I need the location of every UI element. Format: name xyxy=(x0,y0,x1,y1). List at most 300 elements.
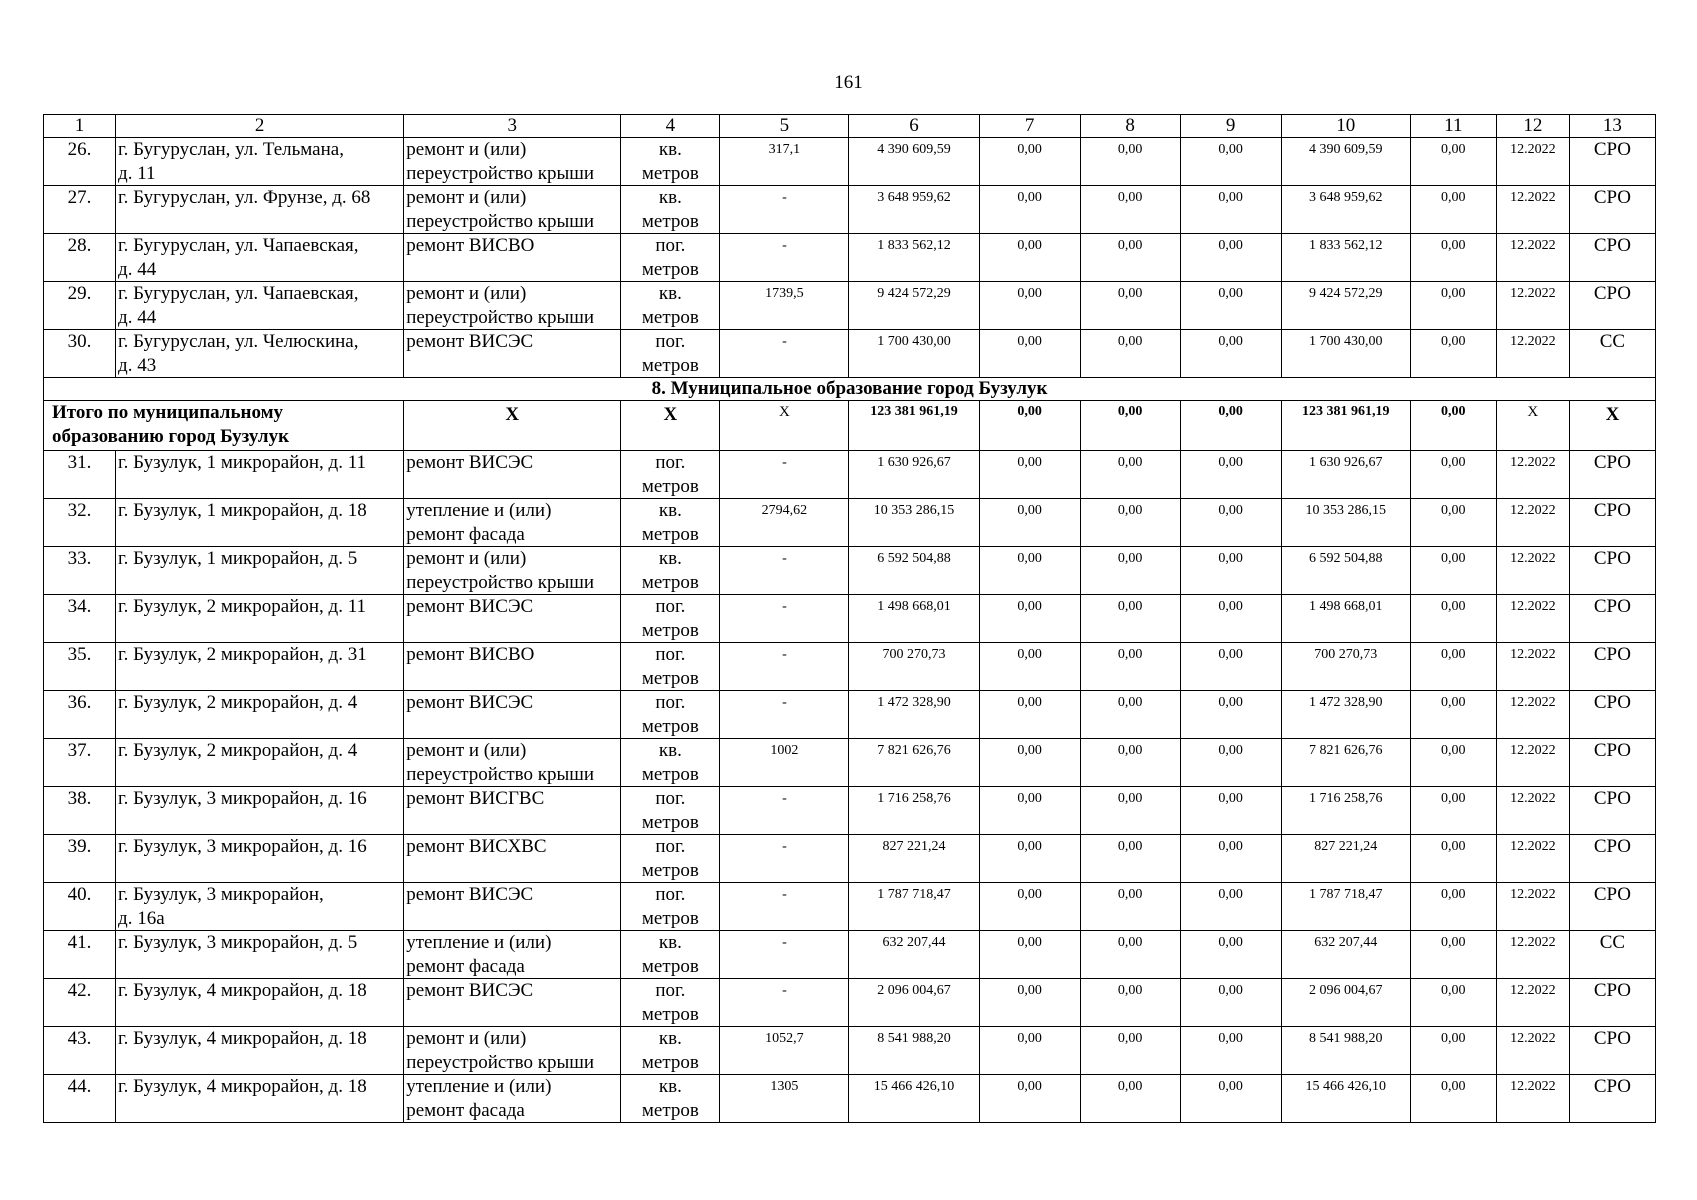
deadline-cell: 12.2022 xyxy=(1496,186,1569,234)
value-cell: 0,00 xyxy=(1410,883,1496,931)
unit-cell xyxy=(621,883,720,931)
value-cell: 0,00 xyxy=(1080,691,1180,739)
work-type-cell-line: утепление и (или) xyxy=(406,1076,552,1097)
address-cell-line: г. Бугуруслан, ул. Челюскина, xyxy=(118,331,359,352)
address-cell-line: г. Бузулук, 2 микрорайон, д. 4 xyxy=(118,692,358,713)
value-cell: 0,00 xyxy=(979,595,1080,643)
deadline-cell: 12.2022 xyxy=(1496,739,1569,787)
area-cell: - xyxy=(720,547,849,595)
work-type-cell-line: ремонт ВИСЭС xyxy=(406,452,534,473)
row-number: 31. xyxy=(44,451,116,499)
fund-cost-cell: 1 787 718,47 xyxy=(1281,883,1410,931)
deadline-cell: 12.2022 xyxy=(1496,595,1569,643)
address-cell-line: г. Бугуруслан, ул. Чапаевская, xyxy=(118,235,359,256)
method-cell: СРО xyxy=(1569,691,1655,739)
value-cell: 0,00 xyxy=(1410,1027,1496,1075)
total-cost-cell: 6 592 504,88 xyxy=(849,547,979,595)
value-cell: 0,00 xyxy=(1080,1075,1180,1123)
total-cost-cell: 700 270,73 xyxy=(849,643,979,691)
address-cell xyxy=(116,330,404,378)
value-cell: 0,00 xyxy=(979,138,1080,186)
work-type-cell-line: переустройство крыши xyxy=(406,571,595,593)
value-cell: 0,00 xyxy=(1410,739,1496,787)
value-cell: 0,00 xyxy=(979,979,1080,1027)
fund-cost-cell: 15 466 426,10 xyxy=(1281,1075,1410,1123)
unit-cell-line: метров xyxy=(641,1051,699,1073)
work-type-cell-line: ремонт и (или) xyxy=(406,283,527,304)
total-cost-cell: 7 821 626,76 xyxy=(849,739,979,787)
method-cell: СС xyxy=(1569,330,1655,378)
address-cell-line: д. 44 xyxy=(118,306,157,328)
work-type-cell-line: переустройство крыши xyxy=(406,1051,595,1073)
total-cost-cell: 1 716 258,76 xyxy=(849,787,979,835)
total-value: 123 381 961,19 xyxy=(1281,401,1410,451)
address-cell xyxy=(116,1027,404,1075)
work-type-cell xyxy=(404,282,621,330)
unit-cell xyxy=(621,835,720,883)
value-cell: 0,00 xyxy=(1080,595,1180,643)
deadline-cell: 12.2022 xyxy=(1496,451,1569,499)
fund-cost-cell: 10 353 286,15 xyxy=(1281,499,1410,547)
total-cost-cell: 9 424 572,29 xyxy=(849,282,979,330)
value-cell: 0,00 xyxy=(1080,499,1180,547)
address-cell xyxy=(116,979,404,1027)
value-cell: 0,00 xyxy=(1180,330,1281,378)
value-cell: 0,00 xyxy=(979,787,1080,835)
work-type-cell-line: переустройство крыши xyxy=(406,306,595,328)
value-cell: 0,00 xyxy=(979,234,1080,282)
value-cell: 0,00 xyxy=(1410,186,1496,234)
work-type-cell-line: ремонт ВИСХВС xyxy=(406,836,547,857)
deadline-cell: 12.2022 xyxy=(1496,979,1569,1027)
row-number: 28. xyxy=(44,234,116,282)
fund-cost-cell: 700 270,73 xyxy=(1281,643,1410,691)
deadline-cell: 12.2022 xyxy=(1496,234,1569,282)
value-cell: 0,00 xyxy=(979,835,1080,883)
row-number: 40. xyxy=(44,883,116,931)
value-cell: 0,00 xyxy=(1080,787,1180,835)
work-type-cell-line: ремонт ВИСЭС xyxy=(406,692,534,713)
work-type-cell xyxy=(404,547,621,595)
table-row xyxy=(44,1075,1656,1123)
unit-cell-line: метров xyxy=(641,955,699,977)
unit-cell xyxy=(621,931,720,979)
unit-cell xyxy=(621,1027,720,1075)
column-header: 5 xyxy=(720,115,849,138)
address-cell-line: г. Бузулук, 3 микрорайон, xyxy=(118,884,324,905)
fund-cost-cell: 2 096 004,67 xyxy=(1281,979,1410,1027)
work-type-cell xyxy=(404,979,621,1027)
value-cell: 0,00 xyxy=(1080,883,1180,931)
work-type-cell xyxy=(404,787,621,835)
value-cell: 0,00 xyxy=(979,282,1080,330)
area-cell: 1305 xyxy=(720,1075,849,1123)
total-cost-cell: 827 221,24 xyxy=(849,835,979,883)
value-cell: 0,00 xyxy=(979,186,1080,234)
value-cell: 0,00 xyxy=(979,691,1080,739)
row-number: 38. xyxy=(44,787,116,835)
value-cell: 0,00 xyxy=(1080,931,1180,979)
deadline-cell: 12.2022 xyxy=(1496,931,1569,979)
work-type-cell xyxy=(404,931,621,979)
value-cell: 0,00 xyxy=(1180,451,1281,499)
row-number: 27. xyxy=(44,186,116,234)
unit-cell-line: пог. xyxy=(655,331,686,352)
section-title: 8. Муниципальное образование город Бузулук xyxy=(44,378,1656,401)
unit-cell-line: метров xyxy=(641,475,699,497)
value-cell: 0,00 xyxy=(1410,595,1496,643)
unit-cell-line: метров xyxy=(641,162,699,184)
column-header: 8 xyxy=(1080,115,1180,138)
unit-cell-line: кв. xyxy=(658,1076,682,1097)
unit-cell-line: пог. xyxy=(655,692,686,713)
value-cell: 0,00 xyxy=(979,1027,1080,1075)
address-cell xyxy=(116,883,404,931)
unit-cell xyxy=(621,1075,720,1123)
fund-cost-cell: 8 541 988,20 xyxy=(1281,1027,1410,1075)
fund-cost-cell: 1 630 926,67 xyxy=(1281,451,1410,499)
table-row xyxy=(44,138,1656,186)
total-cost-cell: 8 541 988,20 xyxy=(849,1027,979,1075)
column-header: 12 xyxy=(1496,115,1569,138)
total-value: 0,00 xyxy=(1180,401,1281,451)
unit-cell xyxy=(621,643,720,691)
value-cell: 0,00 xyxy=(979,330,1080,378)
work-type-cell-line: ремонт ВИСГВС xyxy=(406,788,545,809)
unit-cell-line: метров xyxy=(641,306,699,328)
unit-cell xyxy=(621,138,720,186)
unit-cell-line: пог. xyxy=(655,596,686,617)
address-cell xyxy=(116,138,404,186)
area-cell: 317,1 xyxy=(720,138,849,186)
total-label xyxy=(44,401,404,451)
value-cell: 0,00 xyxy=(1180,1027,1281,1075)
address-cell-line: г. Бузулук, 2 микрорайон, д. 4 xyxy=(118,740,358,761)
deadline-cell: 12.2022 xyxy=(1496,499,1569,547)
value-cell: 0,00 xyxy=(1410,979,1496,1027)
fund-cost-cell: 9 424 572,29 xyxy=(1281,282,1410,330)
total-label-line: образованию город Бузулук xyxy=(52,425,290,447)
fund-cost-cell: 632 207,44 xyxy=(1281,931,1410,979)
table-row xyxy=(44,739,1656,787)
table-row xyxy=(44,835,1656,883)
work-type-cell-line: ремонт фасада xyxy=(406,523,525,545)
method-cell: СРО xyxy=(1569,883,1655,931)
capital-repair-table xyxy=(43,114,1656,1123)
unit-cell xyxy=(621,979,720,1027)
work-type-cell xyxy=(404,643,621,691)
work-type-cell-line: переустройство крыши xyxy=(406,763,595,785)
area-cell: - xyxy=(720,451,849,499)
work-type-cell xyxy=(404,499,621,547)
value-cell: 0,00 xyxy=(979,643,1080,691)
method-cell: СРО xyxy=(1569,451,1655,499)
address-cell xyxy=(116,931,404,979)
area-cell: - xyxy=(720,186,849,234)
column-header: 7 xyxy=(979,115,1080,138)
table-row xyxy=(44,330,1656,378)
unit-cell-line: пог. xyxy=(655,452,686,473)
unit-cell xyxy=(621,234,720,282)
method-cell: СРО xyxy=(1569,1075,1655,1123)
value-cell: 0,00 xyxy=(1080,451,1180,499)
value-cell: 0,00 xyxy=(1180,138,1281,186)
work-type-cell-line: ремонт и (или) xyxy=(406,548,527,569)
x-mark: X xyxy=(404,401,621,451)
total-value: 0,00 xyxy=(1080,401,1180,451)
address-cell xyxy=(116,282,404,330)
work-type-cell-line: ремонт ВИСЭС xyxy=(406,331,534,352)
fund-cost-cell: 3 648 959,62 xyxy=(1281,186,1410,234)
value-cell: 0,00 xyxy=(979,547,1080,595)
row-number: 44. xyxy=(44,1075,116,1123)
work-type-cell-line: переустройство крыши xyxy=(406,162,595,184)
area-cell: - xyxy=(720,691,849,739)
table-row xyxy=(44,595,1656,643)
deadline-cell: 12.2022 xyxy=(1496,787,1569,835)
unit-cell xyxy=(621,330,720,378)
unit-cell-line: метров xyxy=(641,354,699,376)
address-cell xyxy=(116,234,404,282)
value-cell: 0,00 xyxy=(1080,282,1180,330)
value-cell: 0,00 xyxy=(1410,691,1496,739)
value-cell: 0,00 xyxy=(979,739,1080,787)
unit-cell-line: пог. xyxy=(655,836,686,857)
area-cell: - xyxy=(720,835,849,883)
unit-cell xyxy=(621,451,720,499)
area-cell: 2794,62 xyxy=(720,499,849,547)
work-type-cell xyxy=(404,330,621,378)
address-cell-line: г. Бузулук, 4 микрорайон, д. 18 xyxy=(118,1076,367,1097)
unit-cell-line: метров xyxy=(641,907,699,929)
value-cell: 0,00 xyxy=(1080,1027,1180,1075)
x-mark: X xyxy=(720,401,849,451)
area-cell: 1052,7 xyxy=(720,1027,849,1075)
value-cell: 0,00 xyxy=(1410,499,1496,547)
deadline-cell: 12.2022 xyxy=(1496,643,1569,691)
row-number: 29. xyxy=(44,282,116,330)
total-cost-cell: 1 787 718,47 xyxy=(849,883,979,931)
address-cell-line: г. Бузулук, 4 микрорайон, д. 18 xyxy=(118,1028,367,1049)
method-cell: СРО xyxy=(1569,234,1655,282)
total-value: 123 381 961,19 xyxy=(849,401,979,451)
work-type-cell xyxy=(404,835,621,883)
method-cell: СРО xyxy=(1569,186,1655,234)
total-cost-cell: 632 207,44 xyxy=(849,931,979,979)
area-cell: - xyxy=(720,595,849,643)
work-type-cell-line: ремонт и (или) xyxy=(406,1028,527,1049)
section-heading-row xyxy=(44,378,1656,401)
value-cell: 0,00 xyxy=(1410,643,1496,691)
work-type-cell-line: ремонт и (или) xyxy=(406,187,527,208)
value-cell: 0,00 xyxy=(1180,1075,1281,1123)
fund-cost-cell: 1 833 562,12 xyxy=(1281,234,1410,282)
total-label-line: Итого по муниципальному xyxy=(52,402,284,423)
value-cell: 0,00 xyxy=(1180,595,1281,643)
value-cell: 0,00 xyxy=(979,451,1080,499)
deadline-cell: 12.2022 xyxy=(1496,691,1569,739)
address-cell-line: г. Бузулук, 3 микрорайон, д. 5 xyxy=(118,932,358,953)
value-cell: 0,00 xyxy=(1080,547,1180,595)
x-mark: X xyxy=(1569,401,1655,451)
total-cost-cell: 2 096 004,67 xyxy=(849,979,979,1027)
value-cell: 0,00 xyxy=(1080,739,1180,787)
row-number: 42. xyxy=(44,979,116,1027)
value-cell: 0,00 xyxy=(1410,451,1496,499)
unit-cell-line: пог. xyxy=(655,644,686,665)
address-cell xyxy=(116,835,404,883)
work-type-cell xyxy=(404,883,621,931)
area-cell: 1002 xyxy=(720,739,849,787)
row-number: 34. xyxy=(44,595,116,643)
area-cell: - xyxy=(720,931,849,979)
method-cell: СРО xyxy=(1569,282,1655,330)
table-row xyxy=(44,1027,1656,1075)
value-cell: 0,00 xyxy=(1180,931,1281,979)
total-cost-cell: 1 700 430,00 xyxy=(849,330,979,378)
deadline-cell: 12.2022 xyxy=(1496,282,1569,330)
fund-cost-cell: 827 221,24 xyxy=(1281,835,1410,883)
deadline-cell: 12.2022 xyxy=(1496,138,1569,186)
address-cell xyxy=(116,787,404,835)
total-cost-cell: 3 648 959,62 xyxy=(849,186,979,234)
area-cell: 1739,5 xyxy=(720,282,849,330)
column-header: 10 xyxy=(1281,115,1410,138)
work-type-cell xyxy=(404,186,621,234)
value-cell: 0,00 xyxy=(979,883,1080,931)
table-row xyxy=(44,979,1656,1027)
fund-cost-cell: 1 700 430,00 xyxy=(1281,330,1410,378)
total-cost-cell: 10 353 286,15 xyxy=(849,499,979,547)
work-type-cell-line: ремонт фасада xyxy=(406,955,525,977)
address-cell-line: д. 11 xyxy=(118,162,156,184)
value-cell: 0,00 xyxy=(1180,499,1281,547)
value-cell: 0,00 xyxy=(1180,883,1281,931)
unit-cell-line: кв. xyxy=(658,500,682,521)
total-value: 0,00 xyxy=(1410,401,1496,451)
unit-cell-line: кв. xyxy=(658,932,682,953)
deadline-cell: 12.2022 xyxy=(1496,835,1569,883)
row-number: 41. xyxy=(44,931,116,979)
work-type-cell xyxy=(404,1075,621,1123)
method-cell: СРО xyxy=(1569,979,1655,1027)
unit-cell-line: кв. xyxy=(658,548,682,569)
address-cell-line: д. 16а xyxy=(118,907,165,929)
fund-cost-cell: 1 472 328,90 xyxy=(1281,691,1410,739)
address-cell-line: г. Бузулук, 1 микрорайон, д. 5 xyxy=(118,548,358,569)
work-type-cell-line: утепление и (или) xyxy=(406,932,552,953)
value-cell: 0,00 xyxy=(1080,979,1180,1027)
value-cell: 0,00 xyxy=(1180,547,1281,595)
unit-cell xyxy=(621,595,720,643)
area-cell: - xyxy=(720,234,849,282)
row-number: 35. xyxy=(44,643,116,691)
column-header: 4 xyxy=(621,115,720,138)
unit-cell-line: пог. xyxy=(655,980,686,1001)
table-row xyxy=(44,643,1656,691)
total-cost-cell: 4 390 609,59 xyxy=(849,138,979,186)
row-number: 43. xyxy=(44,1027,116,1075)
address-cell-line: г. Бугуруслан, ул. Чапаевская, xyxy=(118,283,359,304)
column-header: 6 xyxy=(849,115,979,138)
value-cell: 0,00 xyxy=(1410,931,1496,979)
work-type-cell xyxy=(404,1027,621,1075)
work-type-cell-line: утепление и (или) xyxy=(406,500,552,521)
unit-cell-line: метров xyxy=(641,1003,699,1025)
method-cell: СРО xyxy=(1569,138,1655,186)
table-row xyxy=(44,451,1656,499)
address-cell-line: г. Бугуруслан, ул. Фрунзе, д. 68 xyxy=(118,187,371,208)
address-cell xyxy=(116,1075,404,1123)
total-cost-cell: 1 472 328,90 xyxy=(849,691,979,739)
column-header: 9 xyxy=(1180,115,1281,138)
unit-cell-line: метров xyxy=(641,523,699,545)
row-number: 32. xyxy=(44,499,116,547)
deadline-cell: 12.2022 xyxy=(1496,883,1569,931)
address-cell xyxy=(116,595,404,643)
unit-cell-line: метров xyxy=(641,571,699,593)
table-row xyxy=(44,499,1656,547)
column-header: 11 xyxy=(1410,115,1496,138)
value-cell: 0,00 xyxy=(979,931,1080,979)
address-cell xyxy=(116,499,404,547)
column-number-header xyxy=(44,115,1656,138)
method-cell: СРО xyxy=(1569,499,1655,547)
unit-cell xyxy=(621,691,720,739)
unit-cell xyxy=(621,547,720,595)
work-type-cell xyxy=(404,691,621,739)
address-cell-line: г. Бузулук, 2 микрорайон, д. 31 xyxy=(118,644,367,665)
value-cell: 0,00 xyxy=(1080,835,1180,883)
value-cell: 0,00 xyxy=(1080,643,1180,691)
fund-cost-cell: 1 716 258,76 xyxy=(1281,787,1410,835)
unit-cell-line: метров xyxy=(641,763,699,785)
unit-cell-line: пог. xyxy=(655,788,686,809)
unit-cell-line: пог. xyxy=(655,884,686,905)
unit-cell-line: метров xyxy=(641,258,699,280)
method-cell: СС xyxy=(1569,931,1655,979)
value-cell: 0,00 xyxy=(1180,787,1281,835)
unit-cell-line: метров xyxy=(641,210,699,232)
method-cell: СРО xyxy=(1569,739,1655,787)
address-cell-line: г. Бузулук, 1 микрорайон, д. 11 xyxy=(118,452,367,473)
address-cell-line: д. 44 xyxy=(118,258,157,280)
work-type-cell xyxy=(404,451,621,499)
address-cell-line: г. Бузулук, 1 микрорайон, д. 18 xyxy=(118,500,367,521)
address-cell-line: г. Бузулук, 4 микрорайон, д. 18 xyxy=(118,980,367,1001)
work-type-cell-line: ремонт и (или) xyxy=(406,139,527,160)
work-type-cell-line: ремонт ВИСЭС xyxy=(406,596,534,617)
method-cell: СРО xyxy=(1569,547,1655,595)
method-cell: СРО xyxy=(1569,643,1655,691)
unit-cell xyxy=(621,282,720,330)
deadline-cell: 12.2022 xyxy=(1496,1075,1569,1123)
unit-cell-line: пог. xyxy=(655,235,686,256)
value-cell: 0,00 xyxy=(1180,234,1281,282)
address-cell xyxy=(116,643,404,691)
table-row xyxy=(44,547,1656,595)
table-row xyxy=(44,282,1656,330)
table-row xyxy=(44,883,1656,931)
value-cell: 0,00 xyxy=(979,499,1080,547)
work-type-cell xyxy=(404,739,621,787)
address-cell-line: г. Бузулук, 2 микрорайон, д. 11 xyxy=(118,596,367,617)
unit-cell xyxy=(621,787,720,835)
value-cell: 0,00 xyxy=(1410,547,1496,595)
value-cell: 0,00 xyxy=(1180,979,1281,1027)
column-header: 2 xyxy=(116,115,404,138)
method-cell: СРО xyxy=(1569,1027,1655,1075)
